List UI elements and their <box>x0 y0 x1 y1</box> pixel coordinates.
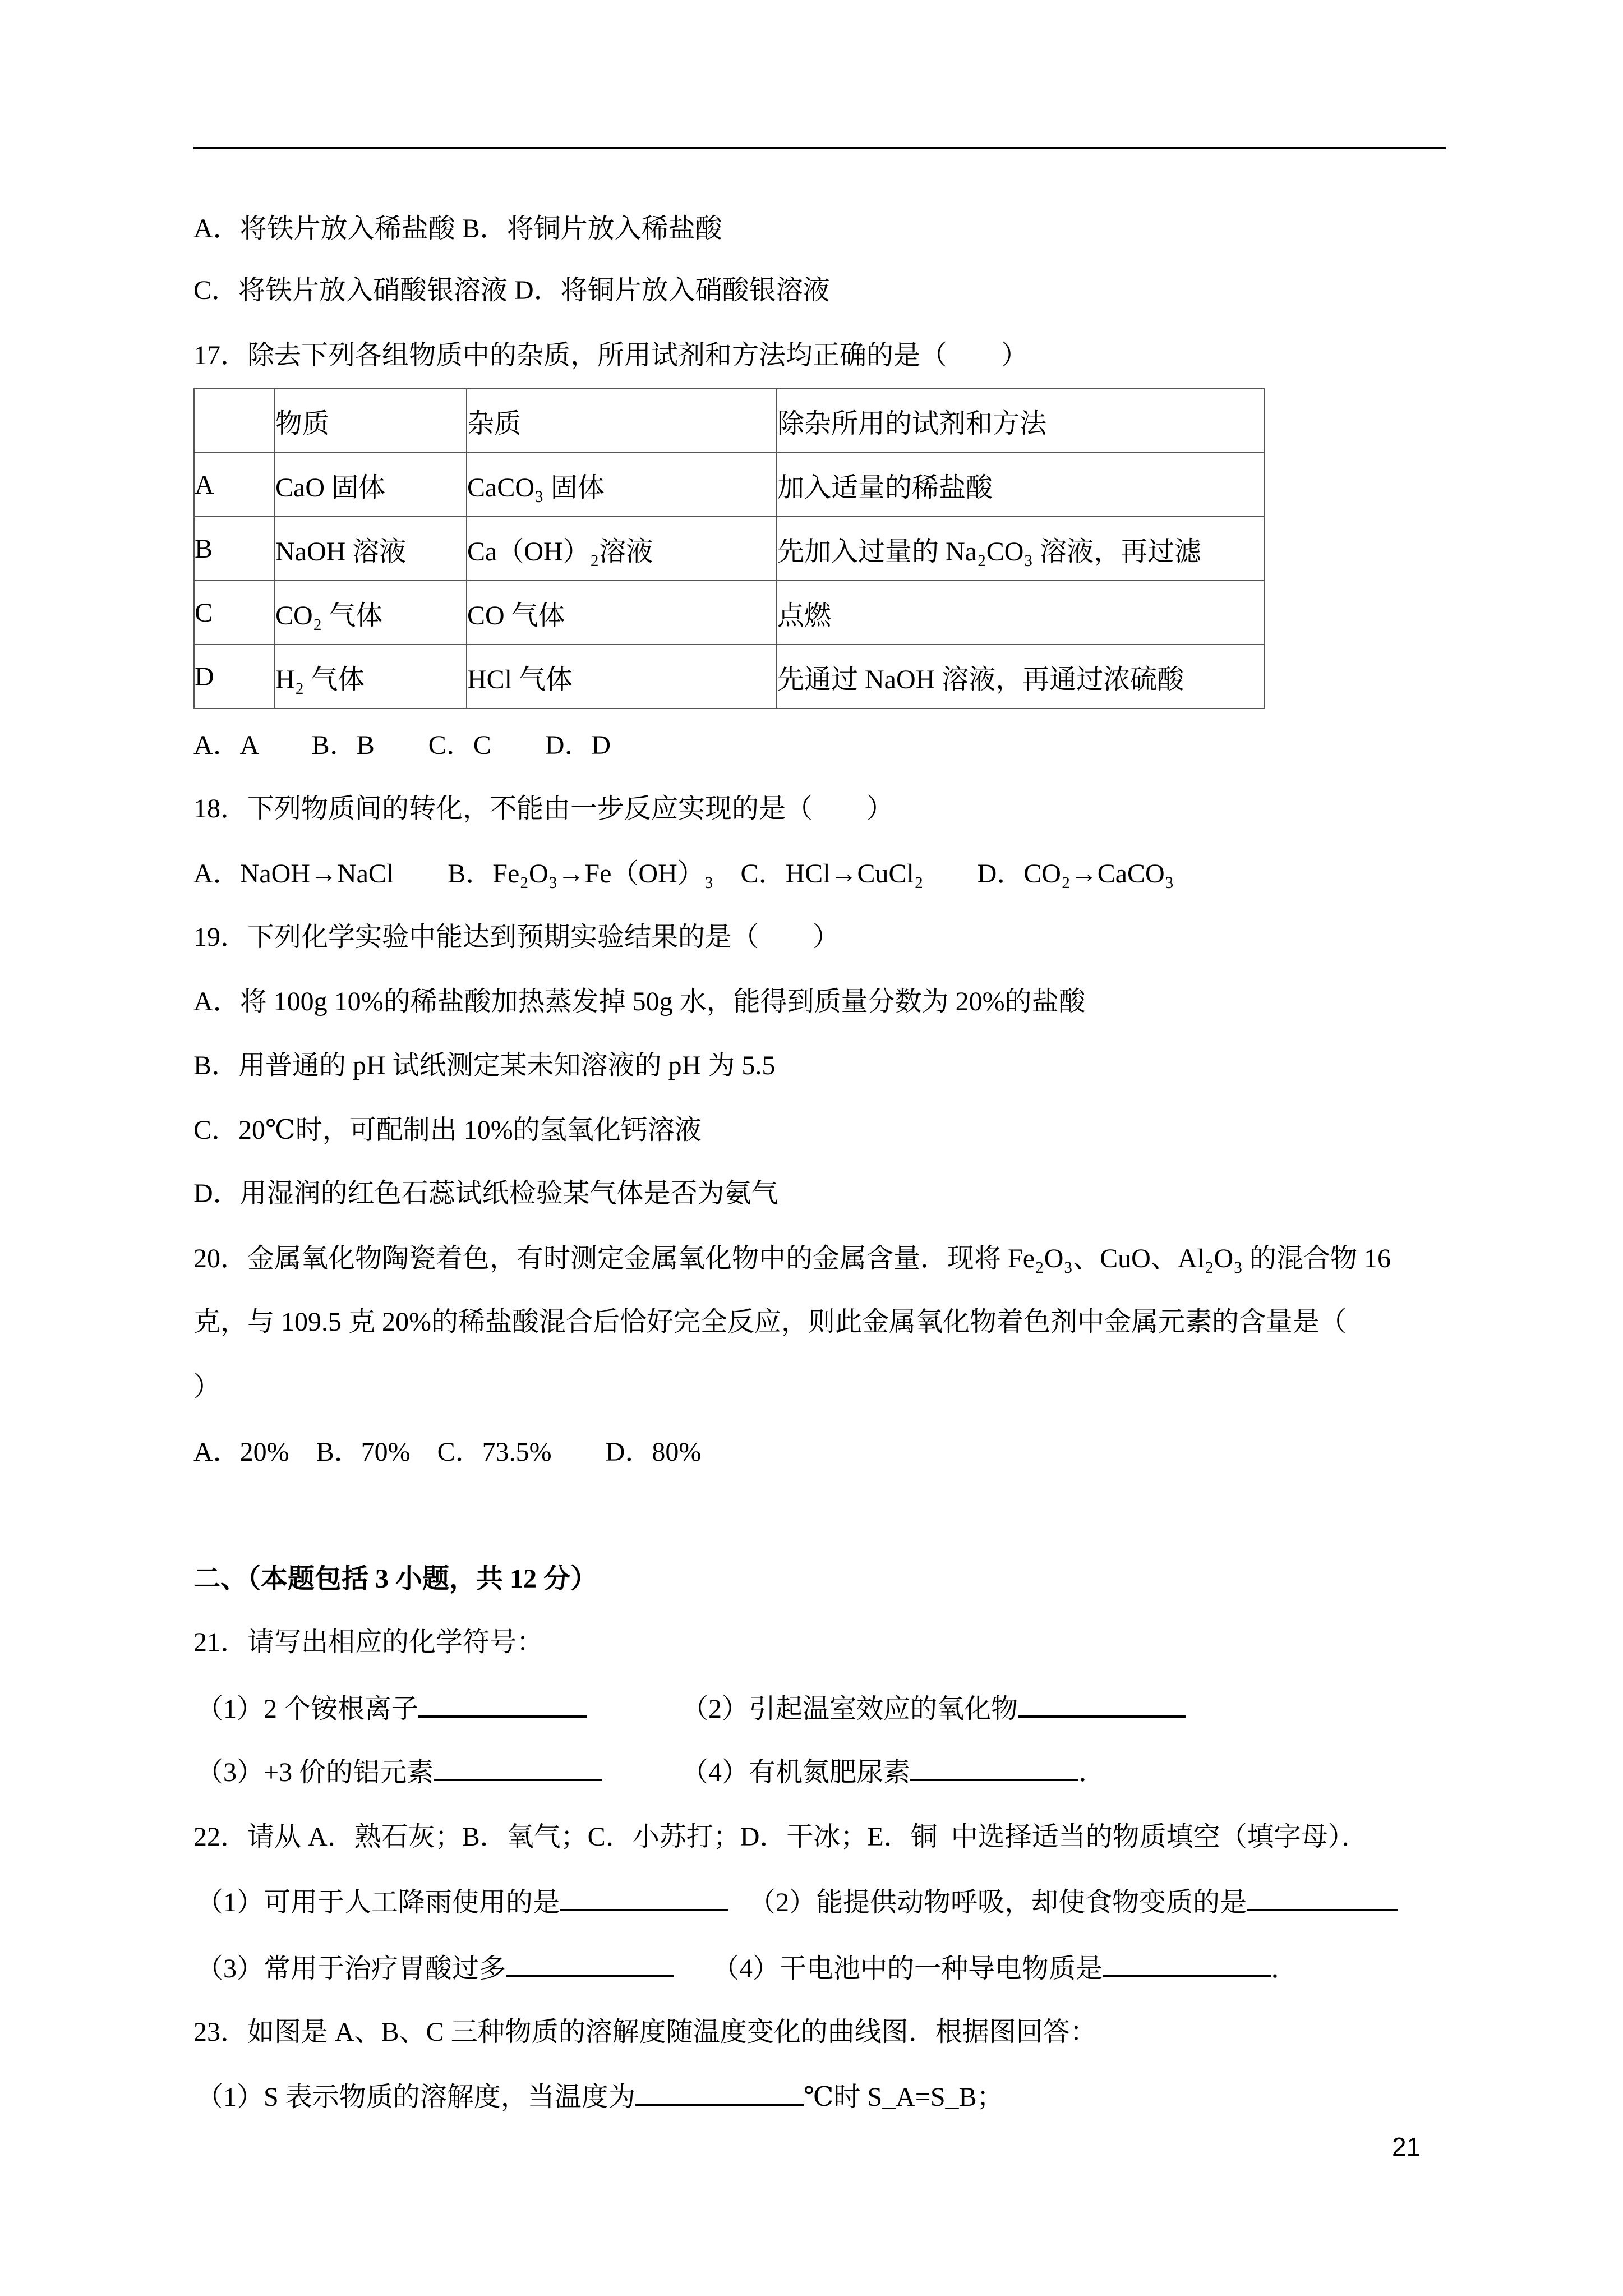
q23-part1-tail: ℃时 S_A=S_B； <box>803 2082 1004 2112</box>
q21-part4-label: （4）有机氮肥尿素 <box>681 1757 911 1787</box>
table-cell: CO₂ 气体 <box>275 581 467 645</box>
q21-part3-label: （3）+3 价的铝元素 <box>196 1757 434 1787</box>
q22-part4-label: （4）干电池中的一种导电物质是 <box>712 1954 1103 1984</box>
table-cell: CaO 固体 <box>275 453 467 517</box>
answer-blank[interactable] <box>1247 1884 1398 1911</box>
q23-part1-label: （1）S 表示物质的溶解度，当温度为 <box>196 2082 635 2112</box>
q22-stem: 22．请从 A．熟石灰；B．氧气；C．小苏打；D．干冰；E．铜 中选择适当的物质填空（填字母）． <box>193 1822 1368 1852</box>
q22-part1-label: （1）可用于人工降雨使用的是 <box>196 1888 560 1917</box>
table-cell: HCl 气体 <box>467 645 777 708</box>
answer-blank[interactable] <box>1018 1691 1186 1718</box>
table-cell: B <box>194 517 275 581</box>
q17-stem: 17．除去下列各组物质中的杂质，所用试剂和方法均正确的是（ ） <box>193 341 1029 370</box>
page-number: 21 <box>1392 2132 1421 2161</box>
q16-options-line1: A．将铁片放入稀盐酸 B．将铜片放入稀盐酸 <box>193 214 722 243</box>
q21-part2 <box>681 1691 1186 1724</box>
answer-blank[interactable] <box>506 1950 674 1977</box>
q20-line3: ） <box>193 1372 221 1402</box>
table-row <box>194 517 1264 581</box>
q23-part1 <box>196 2079 1004 2113</box>
answer-blank[interactable] <box>635 2079 804 2106</box>
table-row <box>194 645 1264 708</box>
table-cell: 物质 <box>275 389 467 453</box>
table-cell: H₂ 气体 <box>275 645 467 708</box>
q21-part3 <box>196 1754 602 1788</box>
section-heading: 二、（本题包括 3 小题，共 12 分） <box>193 1564 598 1594</box>
q18-stem: 18．下列物质间的转化，不能由一步反应实现的是（ ） <box>193 794 894 823</box>
q23-stem: 23．如图是 A、B、C 三种物质的溶解度随温度变化的曲线图．根据图回答： <box>193 2017 1097 2047</box>
period: ． <box>1078 1757 1106 1787</box>
q19-option-d: D．用湿润的红色石蕊试纸检验某气体是否为氨气 <box>193 1179 778 1208</box>
q19-option-b: B．用普通的 pH 试纸测定某未知溶液的 pH 为 5.5 <box>193 1051 776 1080</box>
answer-blank[interactable] <box>418 1691 587 1718</box>
table-header-row <box>194 389 1264 453</box>
q22-part2-label: （2）能提供动物呼吸，却使食物变质的是 <box>749 1888 1247 1917</box>
table-cell: D <box>194 645 275 708</box>
q18-options: A．NaOH→NaCl B．Fe₂O₃→Fe（OH）₃ C．HCl→CuCl₂ D．CO₂→CaCO₃ <box>193 859 1174 889</box>
q17-table <box>193 388 1265 709</box>
table-cell: CO 气体 <box>467 581 777 645</box>
table-row <box>194 453 1264 517</box>
q17-options: A．A B．B C．C D．D <box>193 730 611 760</box>
answer-blank[interactable] <box>1103 1950 1271 1977</box>
header-rule <box>193 147 1446 149</box>
table-cell: A <box>194 453 275 517</box>
q20-line2: 克，与 109.5 克 20%的稀盐酸混合后恰好完全反应，则此金属氧化物着色剂中金属元素的含量是（ <box>193 1307 1347 1337</box>
period: ． <box>1271 1954 1298 1984</box>
q22-part2 <box>749 1884 1398 1918</box>
q19-stem: 19．下列化学实验中能达到预期实验结果的是（ ） <box>193 922 840 952</box>
table-cell: Ca（OH）₂溶液 <box>467 517 777 581</box>
q19-option-c: C．20℃时，可配制出 10%的氢氧化钙溶液 <box>193 1115 702 1145</box>
q19-option-a: A．将 100g 10%的稀盐酸加热蒸发掉 50g 水，能得到质量分数为 20%的盐酸 <box>193 987 1086 1016</box>
table-cell: NaOH 溶液 <box>275 517 467 581</box>
table-cell: 先加入过量的 Na₂CO₃ 溶液，再过滤 <box>777 517 1264 581</box>
answer-blank[interactable] <box>910 1754 1078 1781</box>
q21-part2-label: （2）引起温室效应的氧化物 <box>681 1694 1018 1724</box>
q21-part1-label: （1）2 个铵根离子 <box>196 1694 419 1724</box>
table-cell: CaCO₃ 固体 <box>467 453 777 517</box>
q21-part4 <box>681 1754 1105 1788</box>
q21-stem: 21．请写出相应的化学符号： <box>193 1627 544 1657</box>
answer-blank[interactable] <box>434 1754 602 1781</box>
table-cell: 先通过 NaOH 溶液，再通过浓硫酸 <box>777 645 1264 708</box>
table-cell: C <box>194 581 275 645</box>
table-cell: 点燃 <box>777 581 1264 645</box>
q22-part3 <box>196 1950 674 1984</box>
q22-part3-label: （3）常用于治疗胃酸过多 <box>196 1954 506 1984</box>
q20-options: A．20% B．70% C．73.5% D．80% <box>193 1437 702 1467</box>
table-cell: 除杂所用的试剂和方法 <box>777 389 1264 453</box>
table-cell: 杂质 <box>467 389 777 453</box>
answer-blank[interactable] <box>560 1884 728 1911</box>
q20-line1: 20．金属氧化物陶瓷着色，有时测定金属氧化物中的金属含量．现将 Fe₂O₃、CuO、Al₂O₃ 的混合物 16 <box>193 1244 1391 1273</box>
q22-part1 <box>196 1884 728 1918</box>
q16-options-line2: C．将铁片放入硝酸银溶液 D．将铜片放入硝酸银溶液 <box>193 275 830 305</box>
q21-part1 <box>196 1691 587 1724</box>
q22-part4 <box>712 1950 1298 1984</box>
table-cell <box>194 389 275 453</box>
table-row <box>194 581 1264 645</box>
table-cell: 加入适量的稀盐酸 <box>777 453 1264 517</box>
